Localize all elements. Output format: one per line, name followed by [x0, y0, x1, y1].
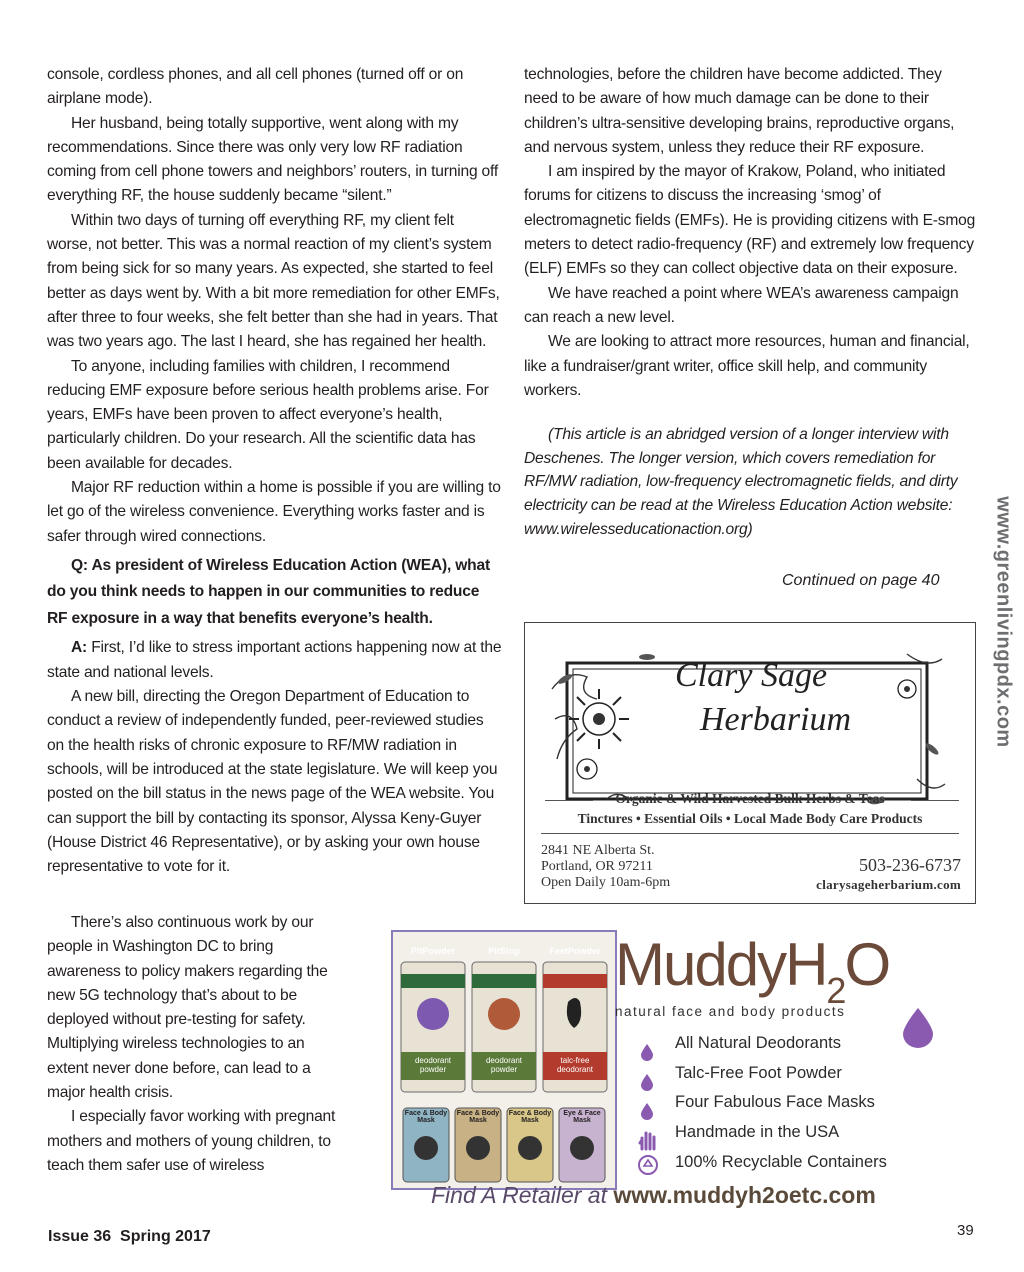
- vertical-website-url: www.greenlivingpdx.com: [992, 496, 1015, 748]
- hand-icon: [637, 1129, 659, 1151]
- product-label: Face & Body Mask: [404, 1110, 448, 1124]
- product-photo: [391, 930, 617, 1190]
- logo-text-end: O: [844, 931, 890, 998]
- paragraph: Her husband, being totally supportive, went along with my recommendations. Since there was only very low RF radiation coming from cell phone towers and neighbors’ routers, in turning off everything RF, the house suddenly became “silent.”: [47, 114, 498, 205]
- interview-question: Q: As president of Wireless Education Action (WEA), what do you think needs to happen in our communities to reduce RF exposure in a way that benefits everyone’s health.: [47, 556, 490, 627]
- clary-address: [541, 843, 670, 891]
- answer-text: First, I’d like to stress important actions happening now at the state and national levels.: [47, 639, 502, 681]
- muddyh2o-tagline: natural face and body products: [615, 1004, 846, 1019]
- continued-notice: Continued on page 40: [782, 572, 940, 589]
- product-label: Eye & Face Mask: [563, 1110, 601, 1124]
- logo-subscript: 2: [826, 970, 845, 1011]
- answer-label: A:: [71, 639, 88, 657]
- muddyh2o-website-link[interactable]: www.muddyh2oetc.com: [613, 1182, 876, 1208]
- feature-item: 100% Recyclable Containers: [675, 1153, 887, 1171]
- clary-tagline-1: Organic & Wild Harvested Bulk Herbs & Teas: [615, 791, 885, 806]
- article-column-right: [524, 63, 979, 541]
- paragraph: A new bill, directing the Oregon Department of Education to conduct a review of independently funded, peer-reviewed studies on the health risks of chronic exposure to RF/MW radiation in schools, will be introduced at the state legislature. We will keep you posted on the bill status in the news page of the WEA website. You can support the bill by contacting its sponsor, Alyssa Keny-Guyer (House District 46 Representative), or by asking your own house representative to vote for it.: [47, 688, 498, 876]
- paragraph: To anyone, including families with children, I recommend reducing EMF exposure before serious health problems arise. For years, EMFs have been proven to affect everyone’s health, particularly children. Do your research. All the scientific data has been available for decades.: [47, 357, 489, 472]
- paragraph: I especially favor working with pregnant mothers and mothers of young children, to teach them safer use of wireless: [47, 1108, 336, 1174]
- interview-answer: [47, 636, 502, 685]
- feature-item: Four Fabulous Face Masks: [675, 1093, 875, 1111]
- drop-bullet-icon: [637, 1042, 657, 1062]
- paragraph: There’s also continuous work by our people in Washington DC to bring awareness to policy makers regarding the new 5G technology that’s about to be deployed without pre-testing for safety. Multiplying wireless technologies to an extent never done before, can lead to a major health crisis.: [47, 914, 328, 1102]
- clary-tagline-2: Tinctures • Essential Oils • Local Made Body Care Products: [577, 811, 923, 826]
- paragraph: console, cordless phones, and all cell phones (turned off or on airplane mode).: [47, 66, 464, 108]
- logo-text: MuddyH: [615, 931, 827, 998]
- product-label: PitPowder: [410, 946, 455, 956]
- paragraph: We are looking to attract more resources, human and financial, like a fundraiser/grant writer, office skill help, and community workers.: [524, 333, 970, 399]
- drop-bullet-icon: [637, 1072, 657, 1092]
- feature-item: All Natural Deodorants: [675, 1034, 841, 1052]
- product-sublabel: talc-free deodorant: [556, 1056, 594, 1074]
- product-sublabel: deodorant powder: [414, 1056, 452, 1074]
- product-label: PitStop: [488, 946, 520, 956]
- store-hours: Open Daily 10am-6pm: [541, 875, 671, 890]
- address-line: 2841 NE Alberta St.: [541, 843, 655, 858]
- paragraph: I am inspired by the mayor of Krakow, Poland, who initiated forums for citizens to discuss the increasing ‘smog’ of electromagnetic fields (EMFs). He is providing citizens with E-smog meters to detect radio-frequency (RF) and extremely low frequency (ELF) EMFs so they can collect objective data on their exposure.: [524, 163, 976, 278]
- divider: [541, 833, 959, 834]
- clary-sage-ad[interactable]: [524, 622, 976, 904]
- clary-sage-logo-line2: Herbarium: [700, 701, 852, 738]
- product-label: Face & Body Mask: [456, 1110, 500, 1124]
- drop-bullet-icon: [637, 1101, 657, 1121]
- clary-website-link[interactable]: clarysageherbarium.com: [816, 877, 961, 892]
- retailer-prefix: Find A Retailer at: [431, 1182, 614, 1208]
- paragraph: Major RF reduction within a home is possible if you are willing to let go of the wireless convenience. Everything works faster and is safer through wired connections.: [47, 479, 501, 545]
- retailer-link[interactable]: [431, 1182, 876, 1209]
- address-line: Portland, OR 97211: [541, 859, 653, 874]
- product-sublabel: deodorant powder: [485, 1056, 523, 1074]
- paragraph: Within two days of turning off everything RF, my client felt worse, not better. This was a normal reaction of my client’s system from being sick for so many years. As expected, she started to feel better as days went by. With a bit more remediation for other EMFs, after three to four weeks, she felt better than she had in years. That was two years ago. The last I heard, she has regained her health.: [47, 211, 500, 351]
- article-column-left: [47, 63, 502, 879]
- page-number: 39: [957, 1222, 974, 1239]
- feature-item: Talc-Free Foot Powder: [675, 1064, 842, 1082]
- article-column-narrow: [47, 911, 337, 1178]
- issue-footer: Issue 36 Spring 2017: [48, 1228, 211, 1245]
- clary-phone[interactable]: 503-236-6737: [859, 855, 961, 875]
- recycle-icon: [637, 1154, 659, 1176]
- editor-note: (This article is an abridged version of a longer interview with Deschenes. The longer version, which covers remediation for RF/MW radiation, low-frequency electromagnetic fields, and dirty electricity can be read at the Wireless Education Action website: www.wirelesseducationaction.org): [524, 426, 958, 538]
- product-label: Face & Body Mask: [508, 1110, 552, 1124]
- muddyh2o-ad[interactable]: [383, 924, 983, 1214]
- water-drop-icon: [901, 1008, 935, 1048]
- muddyh2o-logo: [615, 930, 889, 1012]
- paragraph: We have reached a point where WEA’s awareness campaign can reach a new level.: [524, 284, 959, 326]
- product-label: FeetPowder: [549, 946, 601, 956]
- feature-item: Handmade in the USA: [675, 1123, 840, 1141]
- paragraph: technologies, before the children have become addicted. They need to be aware of how much damage can be done to their children’s ultra-sensitive developing brains, reproductive organs, and nervous system, unless they reduce their RF exposure.: [524, 66, 955, 156]
- clary-sage-logo-line1: Clary Sage: [675, 657, 828, 694]
